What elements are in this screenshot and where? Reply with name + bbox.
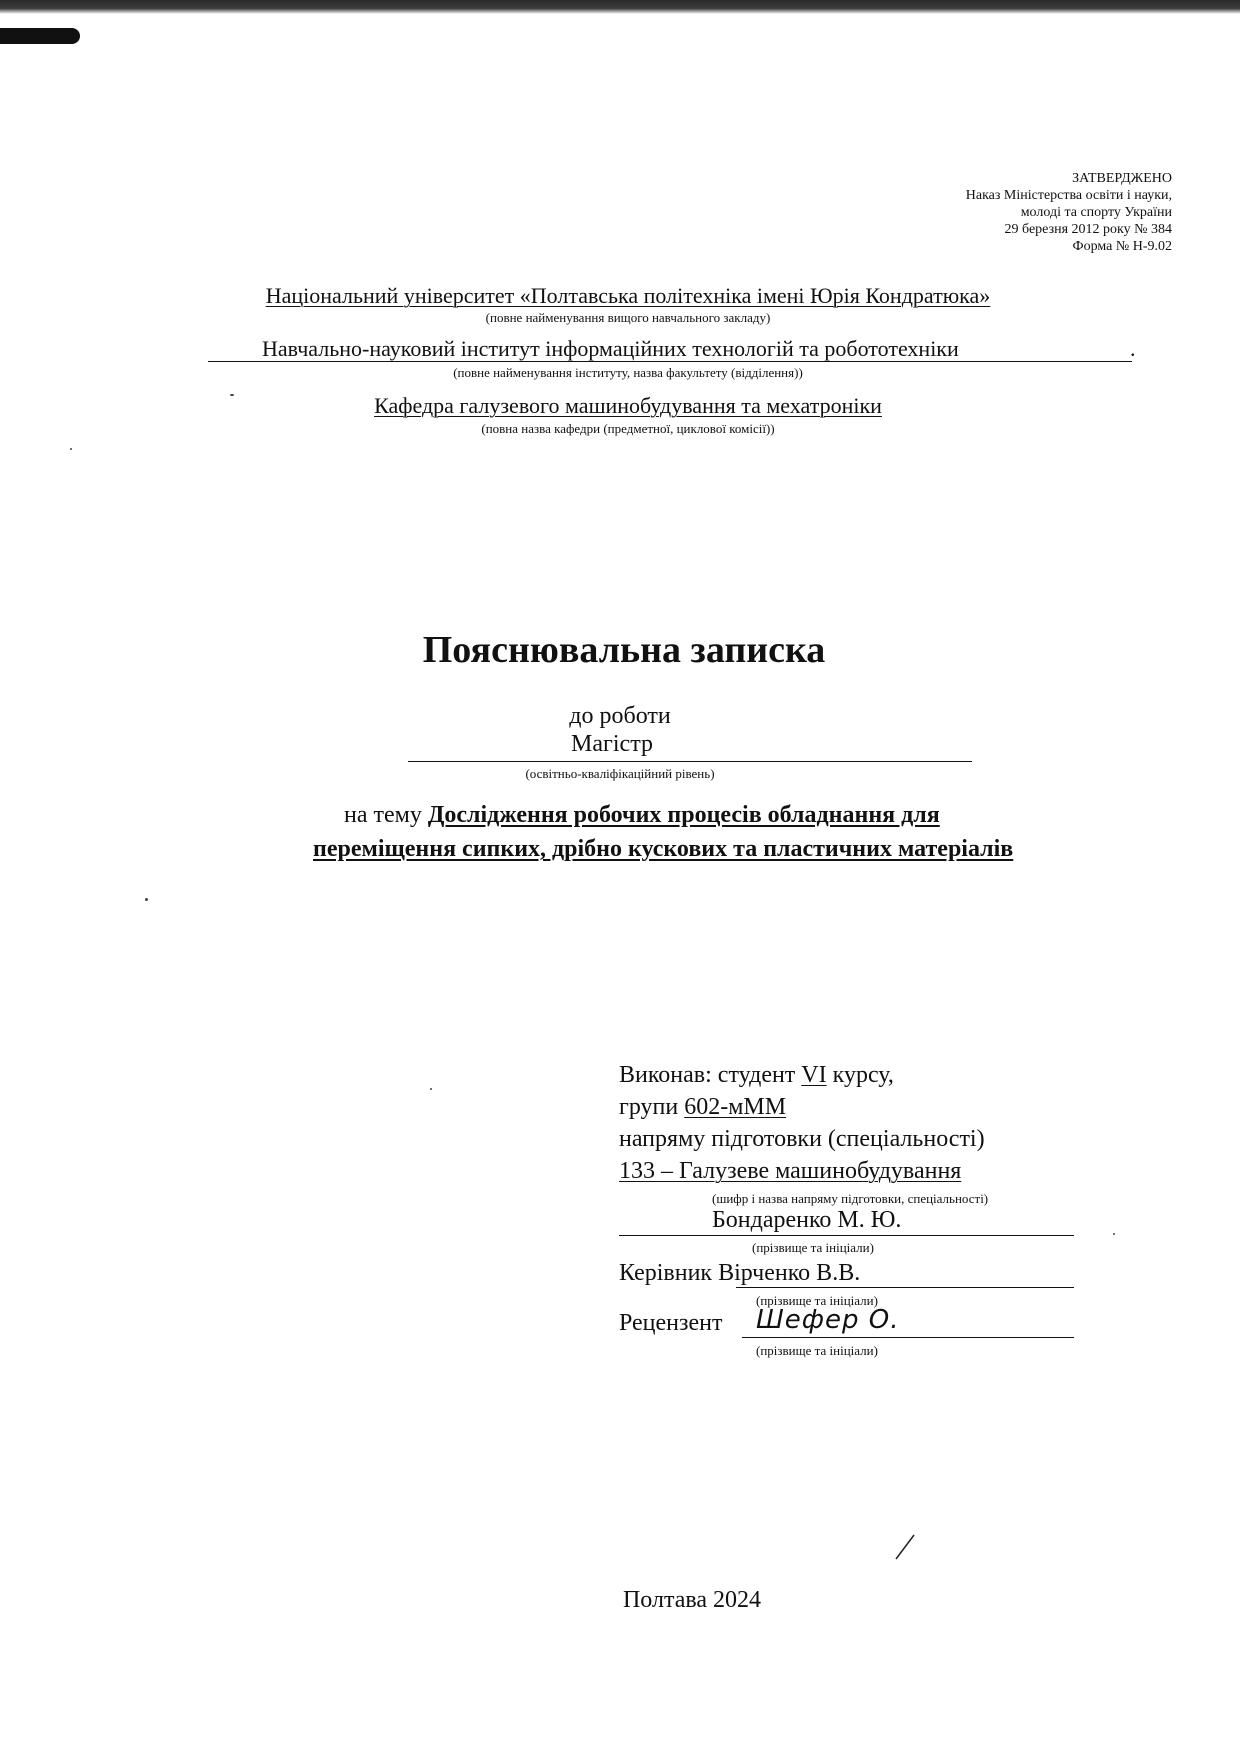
student-name: Бондаренко М. Ю.: [712, 1207, 902, 1233]
supervisor-row: [619, 1260, 860, 1287]
department-caption: (повна назва кафедри (предметної, циклової комісії)): [481, 421, 775, 436]
group-value: 602-мММ: [684, 1094, 787, 1120]
specialty-caption: (шифр і назва напряму підготовки, спеціальності): [712, 1191, 989, 1206]
student-name-underline: [619, 1235, 1074, 1236]
document-title: Пояснювальна записка: [422, 629, 826, 671]
reviewer-caption: (прізвище та ініціали): [756, 1343, 878, 1358]
supervisor-label: Керівник: [619, 1260, 713, 1286]
specialty-row: [619, 1158, 961, 1185]
topic-line-2: [313, 836, 1013, 863]
course-value: VI: [801, 1062, 827, 1088]
topic-text-1: Дослідження робочих процесів обладнання для: [427, 802, 940, 828]
topic-prefix: на тему: [344, 802, 422, 828]
scan-speck: [145, 898, 148, 901]
reviewer-signature: Шефер О.: [756, 1305, 900, 1335]
level-underline: [408, 761, 972, 762]
to-work-label: до роботи: [569, 703, 671, 729]
scan-speck: [430, 1088, 432, 1090]
scan-speck: [70, 448, 72, 450]
topic-line-1: [344, 802, 940, 829]
department-name-row: [8, 393, 1240, 419]
approval-block: [652, 170, 1172, 255]
supervisor-caption: (прізвище та ініціали): [756, 1293, 878, 1308]
pen-stroke-mark: [892, 1532, 918, 1562]
direction-label: напряму підготовки (спеціальності): [619, 1126, 985, 1152]
department-name: Кафедра галузевого машинобудування та мехатроніки: [374, 393, 882, 418]
reviewer-underline: [742, 1337, 1074, 1338]
level-value: Магістр: [571, 731, 653, 757]
student-group-row: [619, 1094, 786, 1121]
approval-date: 29 березня 2012 року № 384: [1004, 222, 1172, 237]
university-name-row: [8, 283, 1240, 309]
university-caption: (повне найменування вищого навчального закладу): [485, 310, 771, 325]
supervisor-underline: [736, 1287, 1074, 1288]
approval-heading: ЗАТВЕРДЖЕНО: [1072, 171, 1172, 186]
group-label: групи: [619, 1094, 679, 1120]
approval-ministry: молоді та спорту України: [1020, 205, 1172, 220]
institute-trailing: .: [1130, 336, 1136, 361]
institute-name: Навчально-науковий інститут інформаційних технологій та робототехніки: [262, 336, 959, 361]
scan-speck: [1113, 1233, 1115, 1235]
reviewer-label: Рецензент: [619, 1310, 723, 1336]
scan-edge-artifact: [0, 0, 1240, 14]
university-name: Національний університет «Полтавська політехніка імені Юрія Кондратюка»: [265, 283, 991, 308]
student-name-caption: (прізвище та ініціали): [752, 1240, 874, 1255]
institute-caption: (повне найменування інституту, назва факультету (відділення)): [453, 365, 803, 380]
performed-label: Виконав: студент: [619, 1062, 796, 1088]
course-suffix: курсу,: [832, 1062, 894, 1088]
student-course-row: [619, 1062, 894, 1089]
topic-text-2: переміщення сипких, дрібно кускових та пластичних матеріалів: [313, 836, 1014, 862]
level-caption: (освітньо-кваліфікаційний рівень): [525, 766, 715, 781]
approval-order: Наказ Міністерства освіти і науки,: [965, 188, 1172, 203]
approval-form: Форма № Н-9.02: [1072, 239, 1172, 254]
city-year: Полтава 2024: [622, 1587, 762, 1613]
supervisor-name: Вірченко В.В.: [718, 1260, 861, 1286]
specialty-value: 133 – Галузеве машинобудування: [619, 1158, 962, 1184]
scan-mark-artifact: [0, 28, 80, 44]
